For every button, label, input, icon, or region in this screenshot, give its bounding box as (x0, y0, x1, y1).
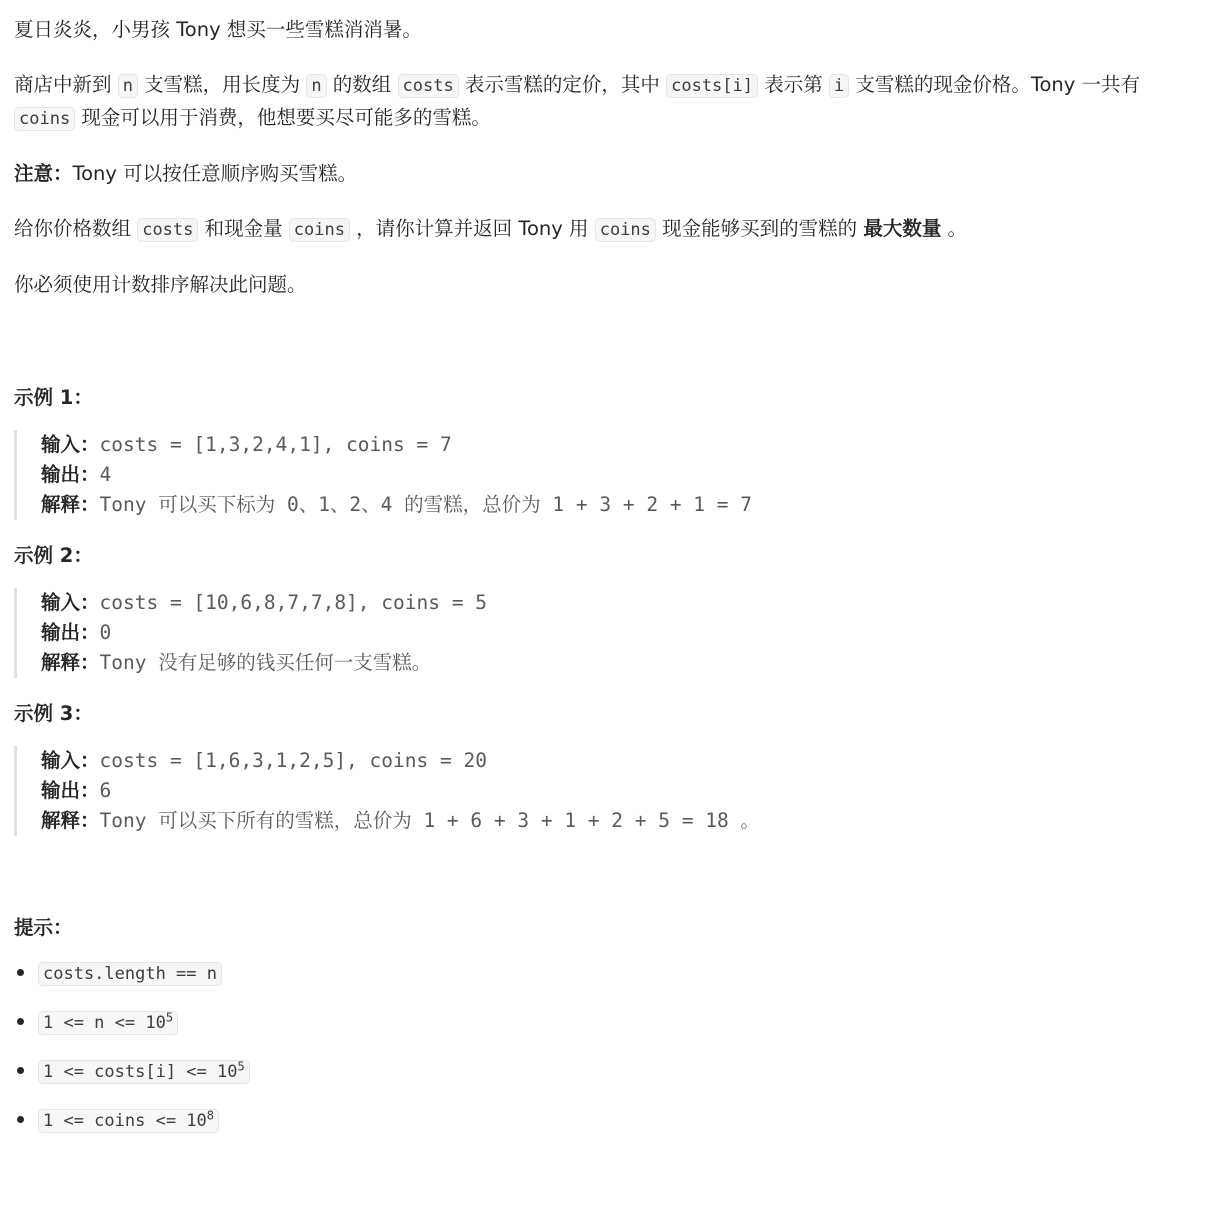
inline-code: coins (289, 218, 350, 242)
example-output-line (41, 618, 1192, 648)
explain-value: Tony 没有足够的钱买任何一支雪糕。 (99, 651, 432, 674)
example-block (14, 746, 1192, 836)
input-label: 输入： (41, 433, 100, 456)
example-block (14, 588, 1192, 678)
hint-item (14, 956, 1192, 1005)
text: 现金可以用于消费，他想要买尽可能多的雪糕。 (75, 106, 491, 129)
example-title: 示例 1： (14, 386, 93, 409)
example-input-line (41, 430, 1192, 460)
inline-code: costs[i] (666, 74, 758, 98)
output-label: 输出： (41, 463, 100, 486)
example-input-line (41, 588, 1192, 618)
explain-value: Tony 可以买下所有的雪糕，总价为 1 + 6 + 3 + 1 + 2 + 5 = 18 。 (99, 809, 760, 832)
explain-label: 解释： (41, 809, 100, 832)
hint-code (38, 1109, 219, 1133)
note-text: Tony 可以按任意顺序购买雪糕。 (72, 162, 358, 185)
example-title: 示例 2： (14, 544, 93, 567)
example-output-line (41, 776, 1192, 806)
example-3 (14, 700, 1192, 836)
inline-code: coins (595, 218, 656, 242)
hints-list (14, 956, 1192, 1152)
hint-item (14, 1054, 1192, 1103)
spacer (14, 858, 1192, 914)
output-label: 输出： (41, 779, 100, 802)
inline-code: coins (14, 107, 75, 131)
hint-base: 1 <= costs[i] <= 10 (43, 1062, 238, 1082)
input-value: costs = [10,6,8,7,7,8], coins = 5 (99, 591, 487, 614)
input-value: costs = [1,6,3,1,2,5], coins = 20 (99, 749, 487, 772)
output-value: 4 (99, 463, 112, 486)
hint-code (38, 962, 222, 986)
hint-code (38, 1060, 250, 1084)
inline-code: i (829, 74, 849, 98)
inline-code: costs (398, 74, 459, 98)
bold-text: 最大数量 (863, 217, 942, 240)
input-label: 输入： (41, 749, 100, 772)
problem-paragraph (14, 69, 1192, 135)
example-1 (14, 384, 1192, 520)
explain-label: 解释： (41, 651, 100, 674)
hint-code (38, 1011, 178, 1035)
hint-item (14, 1005, 1192, 1054)
output-value: 6 (99, 779, 112, 802)
text: 现金能够买到的雪糕的 (655, 217, 864, 240)
text: ，请你计算并返回 Tony 用 (349, 217, 595, 240)
explain-label: 解释： (41, 493, 100, 516)
spacer (14, 324, 1192, 384)
input-label: 输入： (41, 591, 100, 614)
task-paragraph (14, 213, 1192, 246)
hint-exponent: 5 (165, 1010, 174, 1025)
intro-paragraph: 夏日炎炎，小男孩 Tony 想买一些雪糕消消暑。 (14, 18, 422, 41)
note-paragraph (14, 158, 1192, 190)
text: 商店中新到 (14, 73, 118, 96)
example-output-line (41, 460, 1192, 490)
hints-title: 提示： (14, 916, 73, 939)
inline-code: n (118, 74, 138, 98)
text: 给你价格数组 (14, 217, 138, 240)
text: 支雪糕，用长度为 (137, 73, 307, 96)
text: 支雪糕的现金价格。Tony 一共有 (849, 73, 1140, 96)
example-block (14, 430, 1192, 520)
inline-code: n (306, 74, 326, 98)
note-label: 注意： (14, 162, 73, 185)
example-explain-line (41, 806, 1192, 836)
text: 和现金量 (198, 217, 289, 240)
output-label: 输出： (41, 621, 100, 644)
hint-base: costs.length == n (43, 964, 217, 984)
hint-exponent: 8 (206, 1108, 214, 1123)
example-explain-line (41, 490, 1192, 520)
hint-base: 1 <= n <= 10 (43, 1013, 166, 1033)
text: 。 (941, 217, 968, 240)
example-title: 示例 3： (14, 702, 93, 725)
example-explain-line (41, 648, 1192, 678)
explain-value: Tony 可以买下标为 0、1、2、4 的雪糕，总价为 1 + 3 + 2 + 1 = 7 (99, 493, 752, 516)
text: 表示第 (758, 73, 829, 96)
hint-item (14, 1103, 1192, 1152)
requirement-paragraph: 你必须使用计数排序解决此问题。 (14, 273, 307, 296)
inline-code: costs (137, 218, 198, 242)
input-value: costs = [1,3,2,4,1], coins = 7 (99, 433, 452, 456)
text: 的数组 (326, 73, 398, 96)
text: 表示雪糕的定价，其中 (458, 73, 667, 96)
example-2 (14, 542, 1192, 678)
hint-base: 1 <= coins <= 10 (43, 1111, 207, 1131)
example-input-line (41, 746, 1192, 776)
hint-exponent: 5 (237, 1059, 245, 1074)
output-value: 0 (99, 621, 112, 644)
